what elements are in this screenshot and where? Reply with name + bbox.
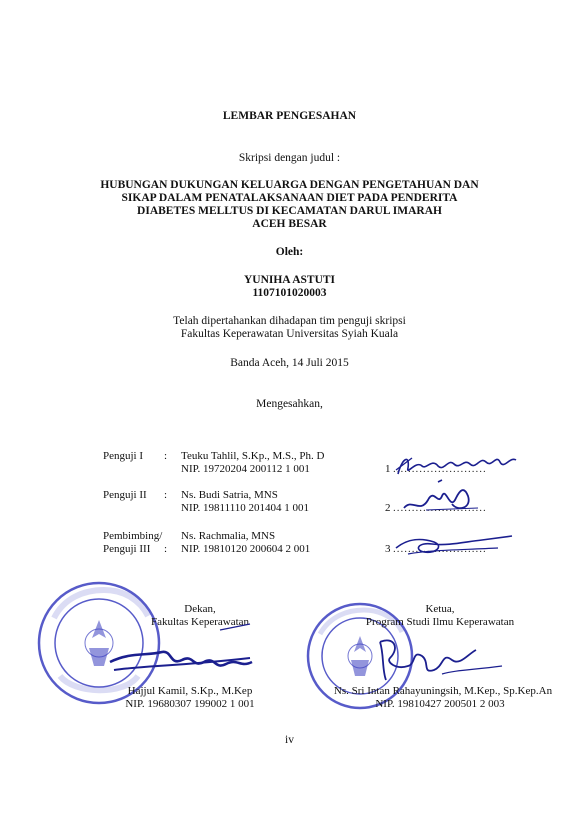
- examiner-1-sign-number: 1: [385, 463, 391, 475]
- dean-title: Dekan,: [184, 603, 216, 615]
- examiner-2-name: Ns. Budi Satria, MNS: [181, 489, 278, 501]
- dean-name: Hajjul Kamil, S.Kp., M.Kep: [127, 685, 253, 697]
- examiner-3-signature: [388, 530, 518, 560]
- author-id: 1107101020003: [252, 287, 327, 299]
- examiner-3-nip: NIP. 19810120 200604 2 001: [181, 543, 311, 555]
- examiner-2-role: Penguji II: [103, 489, 147, 501]
- examiner-1-signature: [392, 448, 522, 480]
- examiner-1-sign-dots: .........................: [393, 463, 487, 475]
- by-label: Oleh:: [275, 246, 304, 258]
- thesis-title-line-4: ACEH BESAR: [252, 218, 327, 230]
- head-title: Ketua,: [425, 603, 455, 615]
- head-unit: Program Studi Ilmu Keperawatan: [365, 616, 515, 628]
- examiner-3-sign-number: 3: [385, 543, 391, 555]
- head-signature: [372, 630, 512, 688]
- thesis-title-line-2: SIKAP DALAM PENATALAKSANAAN DIET PADA PENDERITA: [121, 192, 458, 204]
- dean-signature: [100, 622, 265, 682]
- examiner-3-role: Pembimbing/: [103, 530, 163, 542]
- examiner-2-colon: :: [164, 489, 168, 501]
- author-name: YUNIHA ASTUTI: [243, 274, 336, 286]
- intro-text: Skripsi dengan judul :: [238, 152, 341, 164]
- examiner-3-role-line-2: Penguji III: [103, 543, 151, 555]
- thesis-title-line-3: DIABETES MELLTUS DI KECAMATAN DARUL IMARAH: [137, 205, 442, 217]
- defense-line-1: Telah dipertahankan dihadapan tim penguji skripsi: [173, 315, 406, 327]
- dean-nip: NIP. 19680307 199002 1 001: [125, 698, 255, 710]
- head-name: Ns. Sri Intan Rahayuningsih, M.Kep., Sp.Kep.An: [333, 685, 553, 697]
- approval-text: Mengesahkan,: [256, 398, 323, 410]
- defense-line-2: Fakultas Keperawatan Universitas Syiah Kuala: [180, 328, 399, 340]
- examiner-1-colon: :: [164, 450, 168, 462]
- examiner-2-sign-number: 2: [385, 502, 391, 514]
- page-title: LEMBAR PENGESAHAN: [222, 110, 357, 122]
- examiner-3-sign-dots: .........................: [393, 543, 487, 555]
- page-number: iv: [285, 734, 294, 746]
- examiner-3-name: Ns. Rachmalia, MNS: [181, 530, 276, 542]
- examiner-1-nip: NIP. 19720204 200112 1 001: [181, 463, 310, 475]
- examiner-1-name: Teuku Tahlil, S.Kp., M.S., Ph. D: [181, 450, 325, 462]
- examiner-2-nip: NIP. 19811110 201404 1 001: [181, 502, 310, 514]
- examiner-3-colon: :: [164, 543, 168, 555]
- examiner-1-role: Penguji I: [103, 450, 144, 462]
- dean-unit: Fakultas Keperawatan: [150, 616, 250, 628]
- examiner-2-sign-dots: .........................: [393, 502, 487, 514]
- thesis-title-line-1: HUBUNGAN DUKUNGAN KELUARGA DENGAN PENGETAHUAN DAN: [100, 179, 479, 191]
- examiner-2-signature: [398, 478, 498, 518]
- head-nip: NIP. 19810427 200501 2 003: [375, 698, 505, 710]
- place-date: Banda Aceh, 14 Juli 2015: [230, 357, 349, 369]
